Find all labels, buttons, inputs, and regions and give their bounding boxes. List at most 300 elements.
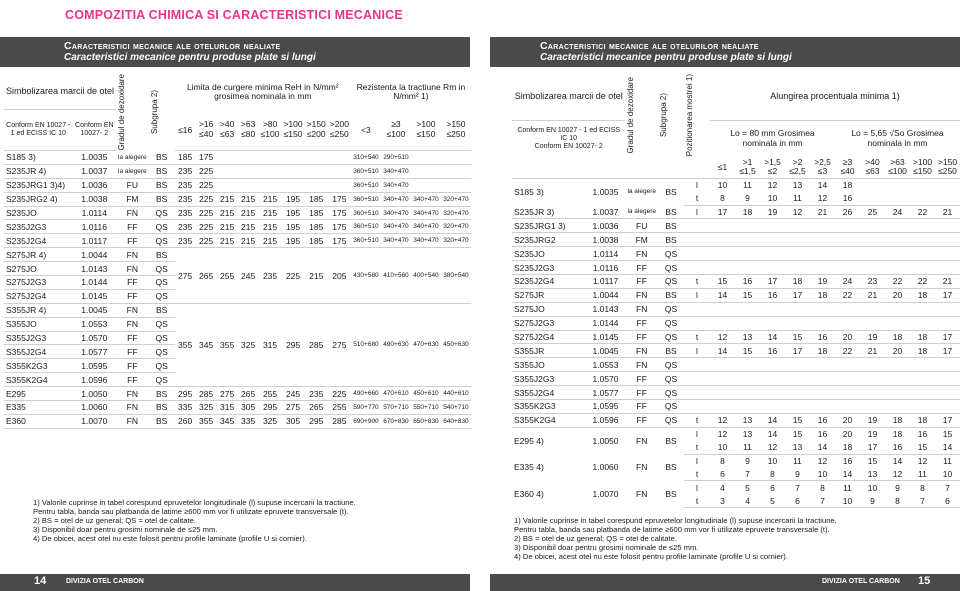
grade-name: S185 3) (4, 151, 73, 165)
grade-name: S185 3) (514, 186, 544, 197)
yield-value: 215 (259, 192, 282, 206)
sample-position (684, 261, 710, 275)
yield-value: 175 (328, 234, 351, 248)
elong-value: 6 (785, 494, 810, 507)
subgroup: BS (149, 401, 175, 415)
elong-value (885, 316, 910, 330)
grade-name: S275J2G4 (512, 330, 586, 344)
yield-value: 235 (175, 220, 196, 234)
elong-value (760, 400, 785, 414)
yield-value: 215 (238, 192, 259, 206)
subgroup: QS (149, 289, 175, 303)
tensile-value: 450+630 (441, 303, 471, 386)
footnote: 1) Valorile cuprinse in tabel corespund epruvetelor longitudinale (l) supuse incercarii la tractiune. (514, 516, 837, 525)
tensile-col-header: >100 ≤150 (411, 109, 441, 150)
grade-code: 1.0045 (73, 303, 117, 317)
elong-value: 9 (745, 456, 750, 467)
grade-code: 1.0038 (73, 192, 117, 206)
elong-value (935, 233, 960, 247)
elong-col-header: >1 ≤1,5 (735, 156, 760, 178)
yield-value: 355 (217, 303, 238, 386)
yield-value: 235 (175, 206, 196, 220)
elong-value (810, 247, 835, 261)
elong-value: 21 (860, 288, 885, 302)
grade-name: S355JR (512, 344, 586, 358)
elong-value (735, 372, 760, 386)
grade-name: S275JR 4) (4, 248, 73, 262)
sample-position (684, 233, 710, 247)
deoxidation: FM (625, 233, 658, 247)
deoxidation: FN (116, 262, 149, 276)
table-row (512, 481, 960, 494)
table-row (512, 178, 960, 191)
yield-value: 205 (328, 248, 351, 304)
tensile-value (441, 164, 471, 178)
footnote: 3) Disponibil doar pentru grosimi nominale de ≤25 mm. (33, 525, 218, 535)
yield-value: 255 (328, 401, 351, 415)
table-row (4, 414, 471, 428)
elong-value: 14 (892, 456, 903, 467)
tensile-value: 310+540 (351, 151, 381, 165)
grade-name: S235JO (4, 206, 73, 220)
elong-value (910, 358, 935, 372)
tensile-value: 320+470 (441, 234, 471, 248)
elong-value: 11 (743, 180, 752, 191)
elong-value (735, 386, 760, 400)
elong-value: 9 (735, 192, 760, 205)
subgroup: QS (149, 373, 175, 387)
yield-value: 295 (305, 414, 328, 428)
elong-value (735, 219, 760, 233)
yield-value: 225 (281, 248, 304, 304)
tensile-value (441, 151, 471, 165)
elong-value: 12 (710, 330, 735, 344)
header-simbol: Simbolizarea marcii de otel (512, 74, 625, 121)
grade-code: 1.0145 (586, 330, 626, 344)
elong-value (810, 386, 835, 400)
header-grad: Gradul de dezoxidare (117, 74, 127, 151)
table-row (512, 358, 960, 372)
subgroup: BS (665, 489, 677, 500)
grade-code: 1.0114 (73, 206, 117, 220)
deoxidation: FF (625, 386, 658, 400)
elong-value: 12 (760, 441, 785, 454)
tensile-value: 360+510 (351, 206, 381, 220)
subgroup: BS (149, 151, 175, 165)
elong-value: 14 (710, 288, 735, 302)
yield-value: 295 (175, 387, 196, 401)
elong-value: 13 (735, 330, 760, 344)
elong-value: 21 (935, 205, 960, 219)
tensile-value: 340+470 (411, 206, 441, 220)
grade-code: 1.0044 (586, 288, 626, 302)
grade-code: 1.0595 (73, 359, 117, 373)
yield-value: 195 (281, 192, 304, 206)
yield-col-header: >80 ≤100 (259, 109, 282, 150)
elong-value: 19 (860, 330, 885, 344)
elong-value: 8 (710, 192, 735, 205)
elong-value (860, 386, 885, 400)
yield-value: 185 (305, 206, 328, 220)
tensile-value: 340+470 (381, 234, 411, 248)
table-row (512, 372, 960, 386)
subgroup: QS (149, 359, 175, 373)
elong-value (710, 400, 735, 414)
subgroup: BS (658, 233, 684, 247)
grade-name: S275J2G3 (512, 316, 586, 330)
tensile-value: 360+510 (351, 178, 381, 192)
yield-value (305, 178, 328, 192)
deoxidation: la alegere (625, 205, 658, 219)
tensile-value: 490+660 (351, 387, 381, 401)
table-row (512, 275, 960, 289)
elong-value (835, 400, 860, 414)
yield-value: 195 (281, 234, 304, 248)
deoxidation: FF (116, 220, 149, 234)
yield-value: 215 (217, 192, 238, 206)
yield-value: 225 (196, 164, 217, 178)
table-row (4, 178, 471, 192)
elong-value (760, 302, 785, 316)
tensile-value (411, 178, 441, 192)
elong-value: 18 (835, 441, 860, 454)
elong-col-header: >40 ≤63 (860, 156, 885, 178)
yield-value: 185 (305, 192, 328, 206)
elong-value: 10 (717, 180, 728, 191)
tensile-value: 670+830 (381, 414, 411, 428)
subgroup: QS (658, 275, 684, 289)
elong-value: 16 (817, 429, 828, 440)
subgroup: QS (658, 261, 684, 275)
yield-value: 295 (281, 303, 304, 386)
elong-value (860, 316, 885, 330)
elong-value (735, 358, 760, 372)
elong-value: 24 (835, 275, 860, 289)
table-row (512, 413, 960, 427)
grade-name: S355JR 4) (4, 303, 73, 317)
header-yield: Limita de curgere minima ReH in N/mm² grosimea nominala in mm (186, 81, 339, 101)
elong-value: 4 (720, 482, 725, 493)
elong-value: 16 (810, 330, 835, 344)
elong-value (835, 302, 860, 316)
footer-label: DIVIZIA OTEL CARBON (822, 578, 900, 585)
elong-value: 22 (835, 288, 860, 302)
tensile-value: 320+470 (441, 220, 471, 234)
yield-value: 245 (238, 248, 259, 304)
yield-tensile-table (4, 74, 471, 429)
elong-value (735, 261, 760, 275)
tensile-value: 320+470 (441, 192, 471, 206)
tensile-value: 570+710 (381, 401, 411, 415)
yield-value: 215 (217, 206, 238, 220)
elong-value (885, 261, 910, 275)
elong-value (785, 302, 810, 316)
yield-value: 195 (281, 220, 304, 234)
elong-value (810, 233, 835, 247)
elong-value (810, 219, 835, 233)
grade-code: 1.0577 (73, 345, 117, 359)
yield-value: 235 (175, 234, 196, 248)
subgroup: BS (149, 303, 175, 317)
elong-value (885, 247, 910, 261)
elong-value (735, 400, 760, 414)
elong-value (760, 261, 785, 275)
page-title: COMPOZITIA CHIMICA SI CARACTERISTICI MECANICE (65, 8, 403, 22)
elong-value: 22 (835, 344, 860, 358)
elong-value (735, 302, 760, 316)
table-row (512, 219, 960, 233)
elong-value (835, 233, 860, 247)
table-row (512, 427, 960, 440)
grade-name: S235JRG2 4) (4, 192, 73, 206)
elong-value: 16 (735, 275, 760, 289)
tensile-value: 590+770 (351, 401, 381, 415)
yield-value: 315 (259, 303, 282, 386)
deoxidation: FF (116, 359, 149, 373)
yield-value: 175 (196, 151, 217, 165)
grade-code: 1.0114 (586, 247, 626, 261)
tensile-value: 340+470 (381, 178, 411, 192)
grade-name: S355J2G3 (4, 331, 73, 345)
elong-value (935, 178, 960, 191)
elong-value (810, 400, 835, 414)
yield-value: 235 (305, 387, 328, 401)
elong-col-header: >2,5 ≤3 (810, 156, 835, 178)
tensile-value: 400+540 (411, 248, 441, 304)
deoxidation: FN (625, 288, 658, 302)
subgroup: BS (665, 462, 677, 473)
elong-value: 18 (810, 344, 835, 358)
elong-value (935, 261, 960, 275)
grade-name: S235JRG1 3) (512, 219, 586, 233)
header-lo80: Lo = 80 mm Grosimea nominala in mm (730, 128, 815, 148)
elongation-table (512, 74, 960, 508)
deoxidation: FF (116, 289, 149, 303)
yield-value: 265 (305, 401, 328, 415)
subgroup: QS (658, 316, 684, 330)
yield-value (328, 164, 351, 178)
subgroup: BS (149, 192, 175, 206)
sample-position: t (684, 192, 710, 205)
elong-value: 19 (760, 205, 785, 219)
elong-value (835, 358, 860, 372)
elong-value: 14 (710, 344, 735, 358)
grade-name: S355K2G3 (512, 400, 586, 414)
yield-value (259, 178, 282, 192)
sample-position: l (684, 205, 710, 219)
elong-value: 13 (860, 467, 885, 480)
elong-value: 10 (867, 482, 878, 493)
deoxidation: FF (625, 413, 658, 427)
elong-value: 8 (885, 494, 910, 507)
elong-value (935, 400, 960, 414)
elong-value (835, 261, 860, 275)
elong-value: 12 (710, 413, 735, 427)
sample-position: l (696, 482, 698, 493)
deoxidation: FN (116, 401, 149, 415)
header-grad: Gradul de dezoxidare (626, 76, 636, 154)
deoxidation: FN (116, 387, 149, 401)
grade-code: 1.0145 (73, 289, 117, 303)
subgroup: QS (658, 372, 684, 386)
elong-value (810, 261, 835, 275)
yield-value (217, 178, 238, 192)
tensile-value: 470+610 (381, 387, 411, 401)
yield-value: 275 (281, 401, 304, 415)
deoxidation: FN (116, 303, 149, 317)
yield-value: 225 (196, 192, 217, 206)
elong-col-header: >150 ≤250 (935, 156, 960, 178)
yield-value: 215 (238, 220, 259, 234)
yield-value (281, 164, 304, 178)
footnote: 4) De obicei, acest otel nu este folosit pentru profile laminate (profile U si cornier). (33, 534, 307, 544)
grade-code: 1.0050 (592, 435, 619, 446)
subgroup: QS (149, 220, 175, 234)
grade-code: 1.0036 (586, 219, 626, 233)
elong-value: 19 (860, 413, 885, 427)
grade-code: 1.0036 (73, 178, 117, 192)
sample-position: l (684, 288, 710, 302)
tensile-value (441, 178, 471, 192)
elong-col-header: >1,5 ≤2 (760, 156, 785, 178)
elong-value: 13 (792, 180, 803, 191)
elong-value: 23 (860, 275, 885, 289)
sample-position (684, 302, 710, 316)
sample-position (684, 358, 710, 372)
page-number: 15 (918, 575, 931, 587)
yield-value: 275 (328, 303, 351, 386)
grade-code: 1.0070 (73, 414, 117, 428)
right-section-band (490, 37, 960, 67)
elong-value (935, 219, 960, 233)
yield-value: 265 (196, 248, 217, 304)
header-tensile: Rezistenta la tractiune Rm in N/mm² 1) (356, 81, 466, 101)
yield-value: 225 (196, 234, 217, 248)
yield-value: 175 (328, 220, 351, 234)
yield-value: 225 (196, 220, 217, 234)
elong-value (935, 386, 960, 400)
subgroup: BS (149, 164, 175, 178)
right-footnotes (514, 516, 954, 562)
deoxidation: FN (116, 317, 149, 331)
subgroup: QS (658, 400, 684, 414)
deoxidation: FF (116, 373, 149, 387)
yield-value: 215 (217, 234, 238, 248)
grade-name: E360 (4, 414, 73, 428)
yield-value: 285 (305, 303, 328, 386)
yield-value (217, 151, 238, 165)
tensile-value: 440+610 (441, 387, 471, 401)
yield-col-header: ≤16 (175, 109, 196, 150)
yield-value (238, 178, 259, 192)
tensile-value: 340+470 (411, 234, 441, 248)
grade-name: S275J2G3 (4, 276, 73, 290)
yield-value: 245 (281, 387, 304, 401)
elong-value (810, 302, 835, 316)
yield-value: 175 (328, 206, 351, 220)
page-number: 14 (34, 575, 47, 587)
elong-value (710, 219, 735, 233)
elong-value: 15 (735, 344, 760, 358)
table-row (4, 192, 471, 206)
deoxidation: FN (625, 358, 658, 372)
tensile-value: 550+710 (411, 401, 441, 415)
elong-value: 12 (767, 180, 778, 191)
elong-value (935, 247, 960, 261)
elong-value (885, 302, 910, 316)
yield-value: 285 (328, 414, 351, 428)
table-row (512, 454, 960, 467)
elong-value (810, 358, 835, 372)
yield-value: 275 (175, 248, 196, 304)
elong-value: 15 (910, 441, 935, 454)
elong-value: 12 (917, 456, 928, 467)
yield-value: 225 (196, 178, 217, 192)
elong-value: 16 (810, 413, 835, 427)
deoxidation: FF (625, 275, 658, 289)
yield-value: 285 (196, 387, 217, 401)
elong-value: 11 (793, 456, 802, 467)
grade-name: S275JO (4, 262, 73, 276)
elong-value (885, 400, 910, 414)
elong-value: 16 (835, 192, 860, 205)
tensile-col-header: ≥3 ≤100 (381, 109, 411, 150)
deoxidation: FN (116, 414, 149, 428)
elong-value (860, 261, 885, 275)
elong-value: 7 (795, 482, 800, 493)
yield-value: 185 (305, 220, 328, 234)
elong-value: 4 (735, 494, 760, 507)
subgroup: QS (658, 302, 684, 316)
elong-value: 7 (735, 467, 760, 480)
elong-value: 20 (842, 429, 853, 440)
elong-value (710, 233, 735, 247)
elong-value (935, 372, 960, 386)
yield-value: 325 (259, 414, 282, 428)
grade-code: 1.0117 (73, 234, 117, 248)
subgroup: QS (149, 331, 175, 345)
footnote: 4) De obicei, acest otel nu este folosit pentru profile laminate (profile U si cornier). (514, 552, 788, 562)
grade-code: 1.0553 (586, 358, 626, 372)
elong-value (910, 400, 935, 414)
elong-value (910, 192, 935, 205)
tensile-value: 490+630 (381, 303, 411, 386)
left-footer (0, 574, 470, 591)
elongation-body (512, 178, 960, 507)
table-row (512, 386, 960, 400)
grade-code: 1.0116 (73, 220, 117, 234)
tensile-value: 690+900 (351, 414, 381, 428)
elong-value: 12 (810, 192, 835, 205)
elong-value: 17 (710, 205, 735, 219)
tensile-value: 470+630 (411, 303, 441, 386)
tensile-value: 430+580 (351, 248, 381, 304)
elong-value: 10 (835, 494, 860, 507)
subgroup: BS (658, 344, 684, 358)
tensile-col-header: >150 ≤250 (441, 109, 471, 150)
deoxidation: FF (625, 330, 658, 344)
subgroup: QS (149, 234, 175, 248)
footnote: 2) BS = otel de uz general; QS = otel de calitate. (514, 534, 677, 544)
elong-value (710, 386, 735, 400)
elong-value (760, 219, 785, 233)
yield-col-header: >100 ≤150 (281, 109, 304, 150)
elong-value: 20 (835, 330, 860, 344)
sample-position: t (684, 275, 710, 289)
subgroup: BS (665, 435, 677, 446)
elong-value (710, 358, 735, 372)
tensile-value: 640+830 (441, 414, 471, 428)
